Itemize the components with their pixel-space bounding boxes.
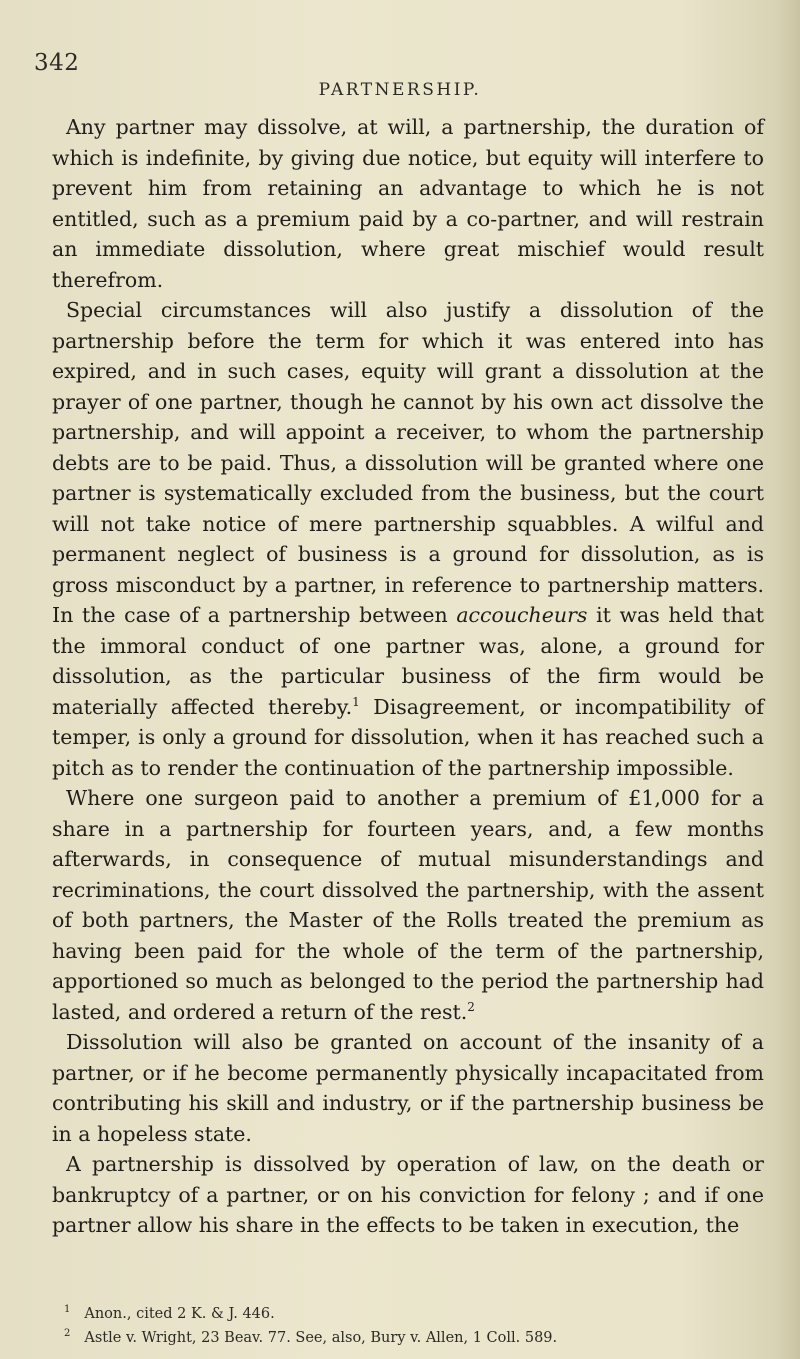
footnote-marker: 2 — [64, 1327, 71, 1339]
paragraph-3-text: Where one surgeon paid to another a premium of £1,000 for a share in a partnership for fourteen years, and, a few months afterwards, in consequence of mutual misunderstandings and recriminations, the court dissolved the partnership, with the assent of both partners, the Master of the Rolls treated the premium as having been paid for the whole of the term of the partnership, apportioned so much as belonged to the period the partnership had lasted, and ordered a return of the rest. — [52, 786, 764, 1024]
body-text — [52, 112, 764, 1241]
italic-term: accoucheurs — [456, 603, 588, 627]
footnote — [64, 1324, 754, 1348]
paragraph-2-text-b: it was held that the immoral conduct of one partner was, alone, a ground for dissolution, as the particular business of the firm would be materially affected thereby. — [52, 603, 764, 719]
paragraph-4: Dissolution will also be granted on account of the insanity of a partner, or if he become permanently physically incapacitated from contributing his skill and industry, or if the partnership business be in a hopeless state. — [52, 1030, 764, 1146]
paragraph-2-text-a: Special circumstances will also justify a dissolution of the partnership before the term for which it was entered into has expired, and in such cases, equity will grant a dissolution at the prayer of one partner, though he cannot by his own act dissolve the partnership, and will appoint a receiver, to whom the partnership debts are to be paid. Thus, a dissolution will be granted where one partner is systematically excluded from the business, but the court will not take notice of mere partnership squabbles. A wilful and permanent neglect of business is a ground for dissolution, as is gross misconduct by a partner, in reference to partnership matters. In the case of a partnership between — [52, 298, 764, 627]
page-number: 342 — [34, 50, 80, 76]
footnote-ref-2: 2 — [467, 999, 475, 1014]
running-head: PARTNERSHIP. — [318, 80, 482, 100]
footnote-marker: 1 — [64, 1304, 71, 1315]
footnotes — [64, 1300, 754, 1348]
footnote-text: Astle v. Wright, 23 Beav. 77. See, also, Bury v. Allen, 1 Coll. 589. — [84, 1329, 558, 1346]
footnote-ref-1: 1 — [352, 694, 360, 709]
paragraph-5: A partnership is dissolved by operation of law, on the death or bankruptcy of a partner, or on his conviction for felony ; and if one partner allow his share in the effects to be taken in execution, the — [52, 1152, 764, 1237]
paragraph-2 — [52, 295, 764, 783]
paragraph-1: Any partner may dissolve, at will, a partnership, the duration of which is indefinite, by giving due notice, but equity will interfere to prevent him from retaining an advantage to which he is not entitled, such as a premium paid by a co-partner, and will restrain an immediate dissolution, where great mischief would result therefrom. — [52, 115, 764, 292]
footnote — [64, 1300, 754, 1324]
paragraph-2-text-c: Disagreement, or incompatibility of temper, is only a ground for dissolution, when it has reached such a pitch as to render the continuation of the partnership impossible. — [52, 694, 764, 780]
paragraph-3 — [52, 783, 764, 1027]
footnote-text: Anon., cited 2 K. & J. 446. — [84, 1305, 275, 1322]
